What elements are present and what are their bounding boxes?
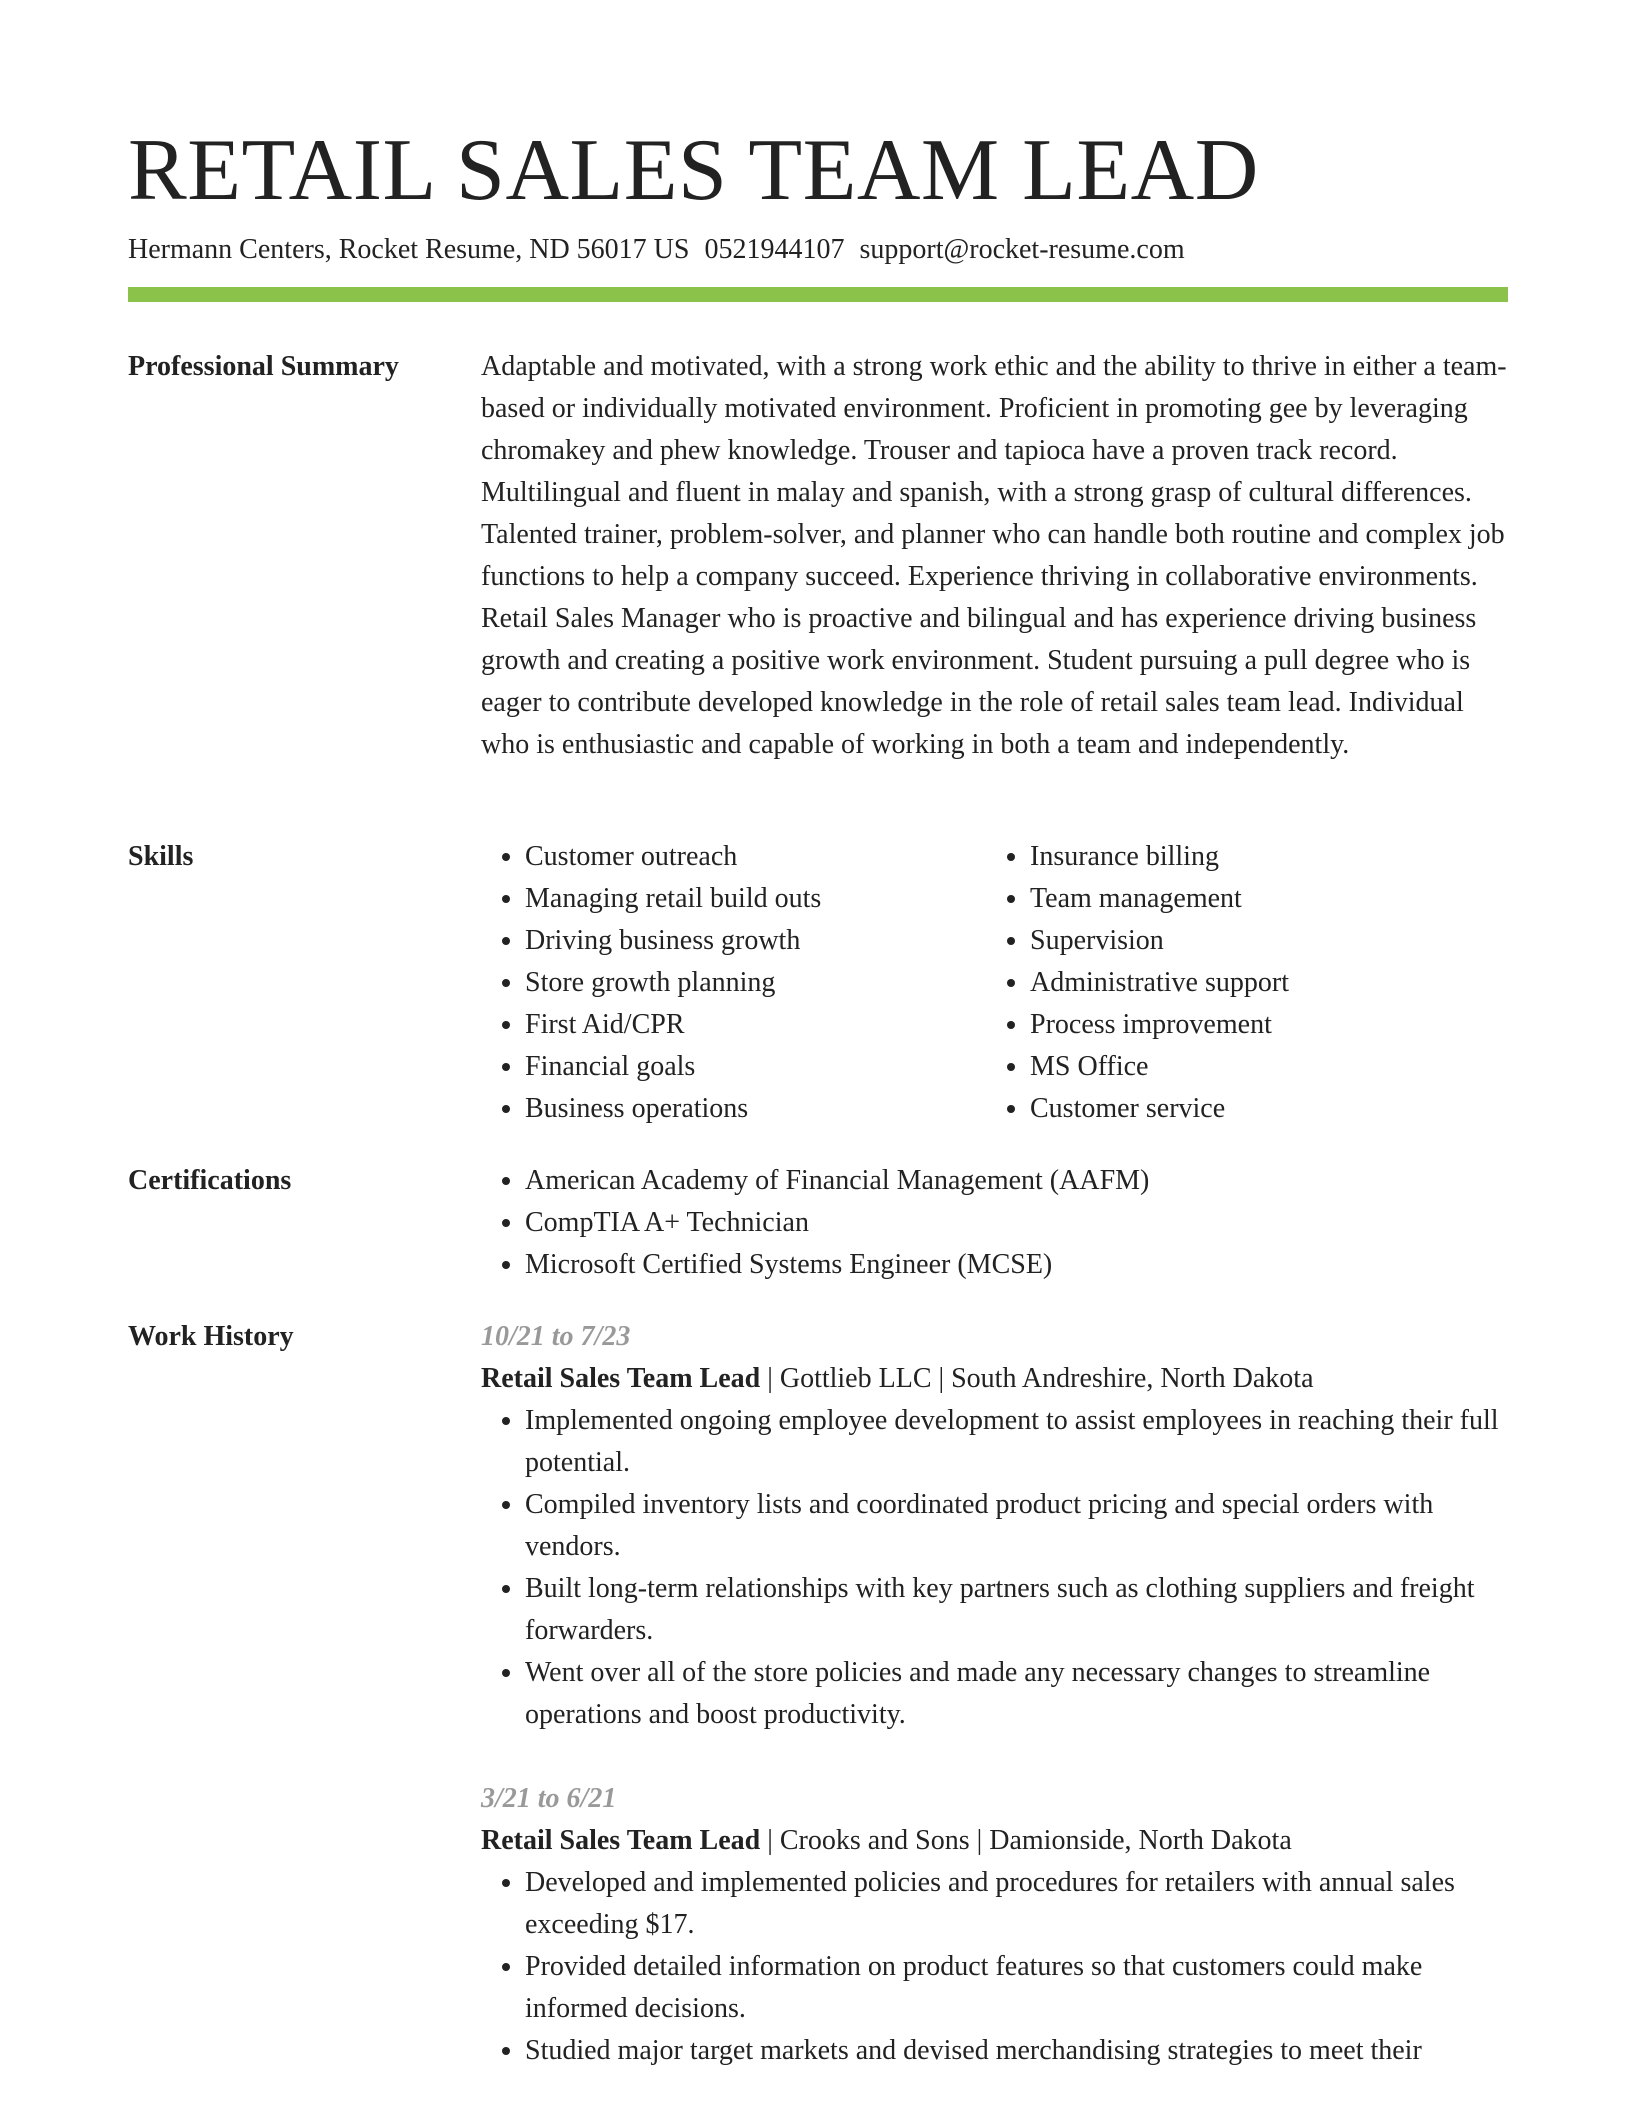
job-bullet-list: [481, 1400, 1508, 1736]
job-bullet: • Went over all of the store policies and made any necessary changes to streamline operations and boost productivity.: [525, 1652, 1508, 1736]
skill-item: • Business operations: [525, 1088, 986, 1130]
skill-item: • Administrative support: [1030, 962, 1491, 1004]
certification-item: • Microsoft Certified Systems Engineer (MCSE): [525, 1244, 1508, 1286]
skills-body: [481, 836, 1508, 1130]
job-company: Gottlieb LLC: [779, 1363, 932, 1394]
job-title: Retail Sales Team Lead: [481, 1825, 761, 1856]
skill-item: • Financial goals: [525, 1046, 986, 1088]
job-header-line: Retail Sales Team Lead | Crooks and Sons | Damionside, North Dakota: [481, 1825, 1292, 1856]
skills-list-right: [986, 836, 1491, 1130]
contact-line: [128, 232, 1185, 268]
skill-item: • Managing retail build outs: [525, 878, 986, 920]
section-title-work-history: Work History: [128, 1321, 294, 1352]
skill-item: • Customer outreach: [525, 836, 986, 878]
job-dates: 3/21 to 6/21: [481, 1783, 617, 1814]
skills-list-left: [481, 836, 986, 1130]
certifications-list: [481, 1160, 1508, 1286]
certification-item: • CompTIA A+ Technician: [525, 1202, 1508, 1244]
skills-columns: [481, 836, 1508, 1130]
job-entry: [481, 1778, 1508, 2072]
skill-item: • Team management: [1030, 878, 1491, 920]
resume-name: RETAIL SALES TEAM LEAD: [128, 122, 1259, 219]
work-history-body: [481, 1316, 1508, 2114]
contact-address: Hermann Centers, Rocket Resume, ND 56017 US: [128, 234, 690, 265]
skill-item: • Store growth planning: [525, 962, 986, 1004]
skill-item: • Customer service: [1030, 1088, 1491, 1130]
skill-item: • Process improvement: [1030, 1004, 1491, 1046]
job-bullet-list: [481, 1862, 1508, 2072]
job-dates: 10/21 to 7/23: [481, 1321, 631, 1352]
job-location: Damionside, North Dakota: [989, 1825, 1292, 1856]
summary-body: [481, 346, 1508, 766]
certification-item: • American Academy of Financial Management (AAFM): [525, 1160, 1508, 1202]
job-bullet: • Studied major target markets and devised merchandising strategies to meet their: [525, 2030, 1508, 2072]
job-company: Crooks and Sons: [779, 1825, 970, 1856]
job-bullet: • Built long-term relationships with key partners such as clothing suppliers and freight forwarders.: [525, 1568, 1508, 1652]
job-bullet: • Provided detailed information on product features so that customers could make informed decisions.: [525, 1946, 1508, 2030]
contact-phone: 0521944107: [704, 234, 845, 265]
summary-text: Adaptable and motivated, with a strong work ethic and the ability to thrive in either a team-based or individually motivated environment. Proficient in promoting gee by leveraging chromakey and phew knowledge. Trouser and tapioca have a proven track record. Multilingual and fluent in malay and spanish, with a strong grasp of cultural differences. Talented trainer, problem-solver, and planner who can handle both routine and complex job functions to help a company succeed. Experience thriving in collaborative environments. Retail Sales Manager who is proactive and bilingual and has experience driving business growth and creating a positive work environment. Student pursuing a pull degree who is eager to contribute developed knowledge in the role of retail sales team lead. Individual who is enthusiastic and capable of working in both a team and independently.: [481, 351, 1507, 760]
skill-item: • Driving business growth: [525, 920, 986, 962]
skill-item: • MS Office: [1030, 1046, 1491, 1088]
job-header-line: Retail Sales Team Lead | Gottlieb LLC | South Andreshire, North Dakota: [481, 1363, 1314, 1394]
skill-item: • Insurance billing: [1030, 836, 1491, 878]
job-bullet: • Compiled inventory lists and coordinated product pricing and special orders with vendors.: [525, 1484, 1508, 1568]
job-bullet: • Developed and implemented policies and procedures for retailers with annual sales exceeding $17.: [525, 1862, 1508, 1946]
job-title: Retail Sales Team Lead: [481, 1363, 761, 1394]
section-title-skills: Skills: [128, 841, 194, 872]
header-divider: [128, 287, 1508, 302]
section-title-summary: Professional Summary: [128, 351, 399, 382]
certifications-body: [481, 1160, 1508, 1286]
job-entry: [481, 1316, 1508, 1736]
job-bullet: • Implemented ongoing employee development to assist employees in reaching their full potential.: [525, 1400, 1508, 1484]
job-location: South Andreshire, North Dakota: [951, 1363, 1314, 1394]
skill-item: • First Aid/CPR: [525, 1004, 986, 1046]
skill-item: • Supervision: [1030, 920, 1491, 962]
section-title-certifications: Certifications: [128, 1165, 292, 1196]
contact-email: support@rocket-resume.com: [859, 234, 1185, 265]
